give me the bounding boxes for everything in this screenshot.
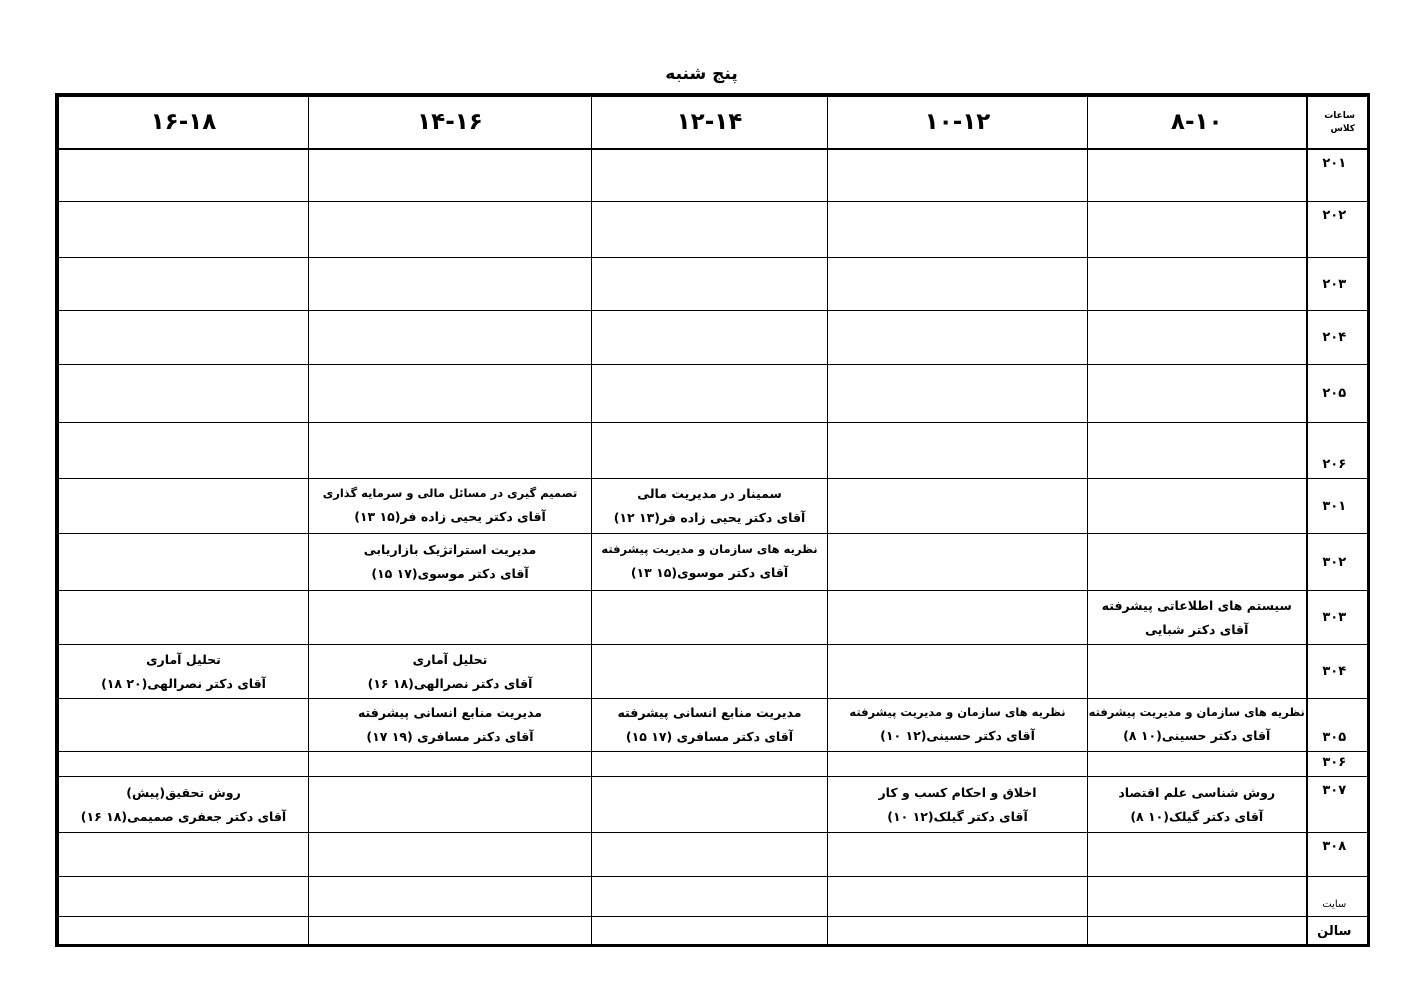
room-label: ۲۰۳ [1307,258,1368,311]
schedule-cell [309,917,592,946]
table-row [59,202,1368,258]
teacher-name: آقای دکتر موسوی(۱۷ ۱۵) [371,566,529,581]
schedule-cell [59,534,309,591]
room-label: ۳۰۶ [1307,752,1368,777]
schedule-cell [309,833,592,877]
course-name: تحلیل آماری [146,651,221,667]
course-name: مدیریت استراتژیک بازاریابی [363,542,537,558]
corner-cell [1307,97,1368,149]
schedule-cell [592,258,828,311]
table-row [59,365,1368,423]
schedule-cell [592,699,828,752]
schedule-cell [309,423,592,479]
schedule-cell [592,202,828,258]
table-row [59,479,1368,534]
table-row [59,917,1368,946]
course-name: روش تحقیق(پیش) [126,784,241,800]
schedule-cell [309,311,592,365]
schedule-cell [828,645,1088,699]
room-label: ۲۰۶ [1307,423,1368,479]
schedule-cell [1088,752,1307,777]
room-label: ۲۰۵ [1307,365,1368,423]
schedule-cell [309,645,592,699]
course-name: اخلاق و احکام کسب و کار [878,784,1037,800]
schedule-cell [592,777,828,833]
slot-header: ۱۶-۱۸ [59,97,309,149]
schedule-cell [592,917,828,946]
schedule-cell [59,258,309,311]
schedule-cell [592,534,828,591]
schedule-cell [1088,877,1307,917]
schedule-cell [828,752,1088,777]
schedule-cell [828,365,1088,423]
schedule-cell [1088,423,1307,479]
schedule-cell [1088,311,1307,365]
schedule-cell [1088,365,1307,423]
schedule-cell [309,752,592,777]
course-name: روش شناسی علم اقتصاد [1118,784,1276,800]
schedule-cell [309,877,592,917]
schedule-grid [58,96,1368,946]
room-label: ۳۰۴ [1307,645,1368,699]
table-row [59,423,1368,479]
room-label: سایت [1307,877,1368,917]
schedule-cell [1088,833,1307,877]
room-label: سالن [1307,917,1368,946]
teacher-name: آقای دکتر نصرالهی(۲۰ ۱۸) [101,675,266,691]
table-row [59,534,1368,591]
teacher-name: آقای دکتر شبایی [1145,621,1249,637]
room-label: ۳۰۱ [1307,479,1368,534]
schedule-table [55,93,1370,947]
course-name: نظریه های سازمان و مدیریت پیشرفته [601,542,818,557]
slot-header: ۱۰-۱۲ [828,97,1088,149]
schedule-cell [309,149,592,202]
table-row [59,699,1368,752]
schedule-cell [1088,149,1307,202]
schedule-cell [828,917,1088,946]
room-label: ۳۰۳ [1307,591,1368,645]
schedule-cell [592,645,828,699]
schedule-cell [592,365,828,423]
schedule-cell [828,833,1088,877]
room-label: ۳۰۲ [1307,534,1368,591]
table-row [59,752,1368,777]
schedule-cell [309,365,592,423]
schedule-cell [309,258,592,311]
schedule-cell [59,365,309,423]
schedule-cell [59,917,309,946]
schedule-cell [1088,699,1307,752]
teacher-name: آقای دکتر نصرالهی(۱۸ ۱۶) [367,675,533,691]
teacher-name: آقای دکتر گیلک(۱۰ ۸) [1130,808,1264,824]
page-title: پنج شنبه [665,64,738,84]
schedule-cell [828,777,1088,833]
schedule-cell [59,699,309,752]
schedule-cell [828,534,1088,591]
schedule-cell [592,479,828,534]
schedule-cell [309,202,592,258]
schedule-cell [1088,591,1307,645]
course-name: سمینار در مدیریت مالی [637,486,782,502]
course-name: تحلیل آماری [412,651,488,667]
schedule-cell [828,202,1088,258]
schedule-cell [828,149,1088,202]
schedule-cell [828,591,1088,645]
schedule-cell [592,591,828,645]
teacher-name: آقای دکتر گیلک(۱۲ ۱۰) [887,808,1028,824]
course-name: نظریه های سازمان و مدیریت پیشرفته [849,705,1066,720]
schedule-cell [59,149,309,202]
schedule-cell [592,149,828,202]
schedule-cell [592,423,828,479]
schedule-cell [1088,479,1307,534]
schedule-cell [309,777,592,833]
schedule-cell [592,311,828,365]
teacher-name: آقای دکتر حسینی(۱۰ ۸) [1123,728,1271,744]
teacher-name: آقای دکتر موسوی(۱۵ ۱۳) [630,565,789,581]
room-label: ۳۰۸ [1307,833,1368,877]
slot-header: ۱۴-۱۶ [309,97,592,149]
schedule-cell [59,202,309,258]
teacher-name: آقای دکتر مسافری (۱۹ ۱۷) [366,729,534,744]
course-name: سیستم های اطلاعاتی پیشرفته [1101,597,1292,613]
room-label: ۲۰۱ [1307,149,1368,202]
schedule-cell [309,591,592,645]
teacher-name: آقای دکتر یحیی زاده فر(۱۵ ۱۳) [354,509,546,525]
room-label: ۳۰۵ [1307,699,1368,752]
header-row [59,97,1368,149]
course-name: مدیریت منابع انسانی پیشرفته [357,705,543,721]
schedule-cell [59,877,309,917]
schedule-cell [1088,202,1307,258]
teacher-name: آقای دکتر یحیی زاده فر(۱۳ ۱۲) [613,510,806,525]
room-label: ۳۰۷ [1307,777,1368,833]
schedule-cell [828,423,1088,479]
schedule-cell [59,591,309,645]
schedule-cell [1088,777,1307,833]
room-label: ۲۰۲ [1307,202,1368,258]
teacher-name: آقای دکتر جعفری صمیمی(۱۸ ۱۶) [80,808,287,824]
corner-hours-label: ساعات [1324,110,1355,121]
schedule-cell [59,311,309,365]
schedule-cell [309,699,592,752]
table-row [59,149,1368,202]
table-row [59,645,1368,699]
slot-header: ۱۲-۱۴ [592,97,828,149]
schedule-cell [59,777,309,833]
table-row [59,777,1368,833]
table-row [59,833,1368,877]
schedule-cell [592,877,828,917]
schedule-cell [828,877,1088,917]
schedule-cell [828,479,1088,534]
schedule-cell [828,258,1088,311]
teacher-name: آقای دکتر مسافری (۱۷ ۱۵) [625,729,794,744]
schedule-cell [309,479,592,534]
teacher-name: آقای دکتر حسینی(۱۲ ۱۰) [880,728,1035,744]
schedule-cell [592,752,828,777]
schedule-cell [1088,534,1307,591]
schedule-cell [828,311,1088,365]
schedule-cell [59,479,309,534]
table-row [59,591,1368,645]
schedule-cell [59,423,309,479]
schedule-cell [1088,917,1307,946]
schedule-cell [1088,645,1307,699]
schedule-cell [59,752,309,777]
course-name: مدیریت منابع انسانی پیشرفته [617,705,802,721]
course-name: نظریه های سازمان و مدیریت پیشرفته [1088,705,1305,720]
schedule-cell [59,645,309,699]
table-row [59,877,1368,917]
slot-header: ۸-۱۰ [1088,97,1307,149]
corner-class-label: کلاس [1330,124,1355,135]
schedule-cell [59,833,309,877]
room-label: ۲۰۴ [1307,311,1368,365]
schedule-cell [592,833,828,877]
schedule-cell [828,699,1088,752]
course-name: تصمیم گیری در مسائل مالی و سرمایه گذاری [322,486,578,501]
table-row [59,258,1368,311]
schedule-cell [309,534,592,591]
table-row [59,311,1368,365]
schedule-cell [1088,258,1307,311]
